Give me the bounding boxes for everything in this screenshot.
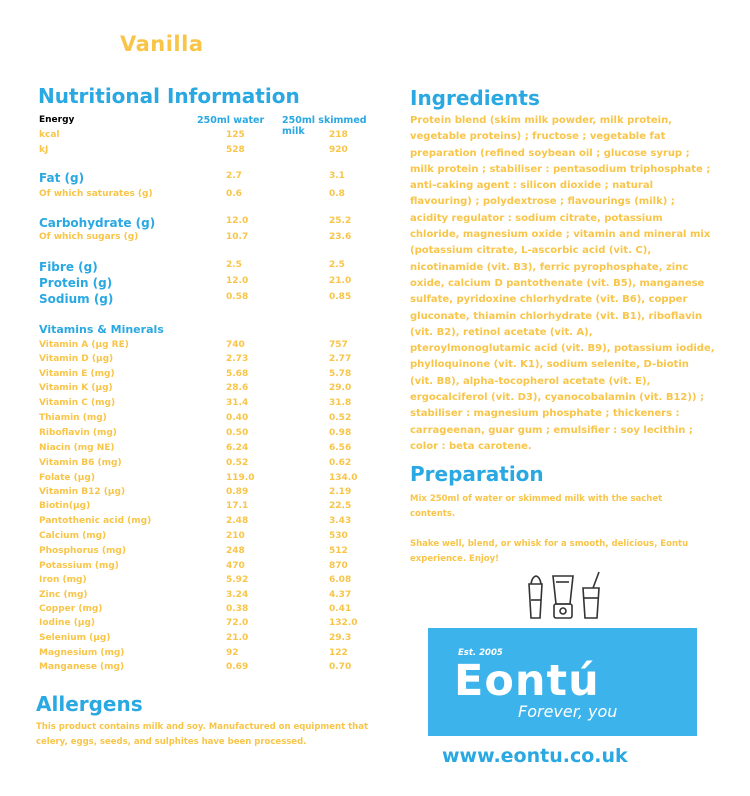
value-water: 72.0 [226,618,249,628]
nutrition-row [39,428,379,442]
value-milk: 920 [329,145,348,155]
value-water: 3.24 [226,590,249,600]
value-milk: 22.5 [329,501,352,511]
value-milk: 0.41 [329,604,352,614]
brand-tagline: Forever, you [518,702,618,721]
value-milk: 218 [329,130,348,140]
preparation-title: Preparation [410,462,544,486]
nutrient-label: Vitamin A (µg RE) [39,340,129,350]
nutrition-row [39,232,379,246]
nutrition-row [39,292,379,306]
value-water: 92 [226,648,239,658]
flavor-title: Vanilla [120,32,204,56]
value-milk: 530 [329,531,348,541]
nutrient-label: Vitamin B6 (mg) [39,458,122,468]
nutrient-label: Thiamin (mg) [39,413,107,423]
value-milk: 29.0 [329,383,352,393]
nutrient-label: Copper (mg) [39,604,103,614]
value-milk: 29.3 [329,633,352,643]
value-milk: 512 [329,546,348,556]
nutrient-label: Iron (mg) [39,575,87,585]
nutrient-label: Carbohydrate (g) [39,216,156,230]
value-milk: 25.2 [329,216,352,226]
value-water: 2.48 [226,516,249,526]
nutrient-label: Pantothenic acid (mg) [39,516,152,526]
value-water: 21.0 [226,633,249,643]
nutrient-label: Riboflavin (mg) [39,428,117,438]
brand-name: Eontú [454,656,600,706]
value-water: 2.73 [226,354,249,364]
nutrition-row [39,648,379,662]
nutrition-row [39,473,379,487]
value-milk: 122 [329,648,348,658]
nutrition-row [39,516,379,530]
nutrition-row [39,413,379,427]
value-milk: 23.6 [329,232,352,242]
value-milk: 0.70 [329,662,352,672]
nutrition-row [39,561,379,575]
value-milk: 0.98 [329,428,352,438]
value-milk: 2.5 [329,260,345,270]
nutrition-row [39,662,379,676]
value-milk: 0.52 [329,413,352,423]
nutrient-label: Selenium (µg) [39,633,111,643]
nutrient-label: Phosphorus (mg) [39,546,126,556]
nutrient-label: Manganese (mg) [39,662,125,672]
value-water: 12.0 [226,216,249,226]
nutrition-row [39,487,379,501]
website-link[interactable]: www.eontu.co.uk [442,745,628,767]
glass-with-straw-icon [583,572,599,618]
nutrient-label: Folate (µg) [39,473,95,483]
value-water: 28.6 [226,383,249,393]
nutrient-label: Calcium (mg) [39,531,107,541]
value-water: 0.89 [226,487,249,497]
est-label: Est. 2005 [458,648,503,658]
value-water: 119.0 [226,473,255,483]
ingredients-text: Protein blend (skim milk powder, milk protein, vegetable proteins) ; fructose ; vegetable fat preparation (refined soybean oil ; glucose syrup ; milk protein ; stabiliser : pentasodium triphosphate ; anti-caking agent : silicon dioxide ; natural flavouring) ; polydextrose ; flavourings (milk) ; acidity regulator : sodium citrate, potassium chloride, magnesium oxide ; vitamin and mineral mix (potassium citrate, L-ascorbic acid (vit. C), nicotinamide (vit. B3), ferric pyrophosphate, zinc oxide, calcium D pantothenate (vit. B5), manganese sulfate, pyridoxine chlorhydrate (vit. B6), copper gluconate, thiamin chlorhydrate (vit. B1), riboflavin (vit. B2), retinol acetate (vit. A), pteroylmonoglutamic acid (vit. B9), potassium iodide, phylloquinone (vit. K1), sodium selenite, D-biotin (vit. B8), alpha-tocopherol acetate (vit. E), ergocalciferol (vit. D3), cyanocobalamin (vit. B12)) ; stabiliser : magnesium phosphate ; thickeners : carrageenan, guar gum ; emulsifier : soy lecithin ; color : beta carotene. [410,115,715,452]
nutrition-row [39,145,379,159]
value-milk: 3.43 [329,516,352,526]
value-water: 0.50 [226,428,249,438]
value-milk: 5.78 [329,369,352,379]
value-water: 125 [226,130,245,140]
value-water: 5.92 [226,575,249,585]
nutrition-row [39,340,379,354]
blender-icon [553,576,573,618]
nutrition-row [39,171,379,185]
value-milk: 757 [329,340,348,350]
nutrition-row [39,458,379,472]
nutrition-row [39,501,379,515]
nutrition-row [39,189,379,203]
value-water: 248 [226,546,245,556]
value-water: 6.24 [226,443,249,453]
value-water: 5.68 [226,369,249,379]
nutrient-label: Potassium (mg) [39,561,119,571]
nutrition-row [39,575,379,589]
nutrition-row [39,590,379,604]
value-water: 210 [226,531,245,541]
value-water: 0.52 [226,458,249,468]
nutrition-row [39,546,379,560]
nutrition-row [39,531,379,545]
shaker-icon [529,576,542,618]
value-milk: 134.0 [329,473,358,483]
nutrient-label: Niacin (mg NE) [39,443,115,453]
nutrition-row [39,130,379,144]
nutrient-label: Biotin(µg) [39,501,91,511]
value-milk: 6.56 [329,443,352,453]
value-milk: 2.77 [329,354,352,364]
value-milk: 3.1 [329,171,345,181]
allergens-text: This product contains milk and soy. Manufactured on equipment that celery, eggs, seeds, and sulphites have been processed. [36,722,369,747]
nutrition-title: Nutritional Information [38,84,300,108]
column-header-water: 250ml water [197,115,265,126]
nutrition-row [39,443,379,457]
nutrient-label: Vitamin B12 (µg) [39,487,126,497]
preparation-line-1: Mix 250ml of water or skimmed milk with the sachet contents. [410,494,663,519]
nutrient-label: kJ [39,145,49,155]
ingredients-title: Ingredients [410,86,540,110]
value-water: 0.58 [226,292,249,302]
value-milk: 0.8 [329,189,345,199]
nutrient-label: Protein (g) [39,276,113,290]
nutrient-label: Iodine (µg) [39,618,95,628]
nutrient-label: Sodium (g) [39,292,114,306]
value-water: 470 [226,561,245,571]
nutrient-label: Zinc (mg) [39,590,88,600]
value-water: 10.7 [226,232,249,242]
column-header-milk: 250ml skimmed milk [282,115,367,137]
value-water: 2.7 [226,171,242,181]
nutrition-row [39,618,379,632]
nutrient-label: Vitamin C (mg) [39,398,116,408]
nutrition-row [39,354,379,368]
preparation-text [410,492,700,567]
value-milk: 0.62 [329,458,352,468]
nutrient-label: Fibre (g) [39,260,98,274]
value-milk: 870 [329,561,348,571]
value-water: 12.0 [226,276,249,286]
nutrient-label: Vitamin D (µg) [39,354,114,364]
nutrition-row [39,398,379,412]
value-milk: 2.19 [329,487,352,497]
value-milk: 132.0 [329,618,358,628]
nutrient-label: Energy [39,115,75,125]
nutrient-label: Of which saturates (g) [39,189,153,199]
value-milk: 6.08 [329,575,352,585]
nutrient-label: kcal [39,130,60,140]
nutrient-label: Vitamin K (µg) [39,383,113,393]
nutrition-row [39,323,379,337]
nutrient-label: Magnesium (mg) [39,648,125,658]
preparation-line-2: Shake well, blend, or whisk for a smooth, delicious, Eontu experience. Enjoy! [410,539,689,564]
value-milk: 4.37 [329,590,352,600]
nutrient-label: Fat (g) [39,171,85,185]
value-water: 0.40 [226,413,249,423]
allergens-title: Allergens [36,692,143,716]
nutrition-row [39,369,379,383]
nutrition-row [39,260,379,274]
value-water: 17.1 [226,501,249,511]
value-water: 0.6 [226,189,242,199]
nutrient-label: Of which sugars (g) [39,232,139,242]
nutrition-row [39,216,379,230]
value-milk: 21.0 [329,276,352,286]
nutrient-label: Vitamins & Minerals [39,323,164,336]
value-water: 740 [226,340,245,350]
value-water: 528 [226,145,245,155]
nutrition-row [39,604,379,618]
nutrition-row [39,276,379,290]
value-water: 0.69 [226,662,249,672]
preparation-icons [523,570,607,622]
value-water: 2.5 [226,260,242,270]
nutrient-label: Vitamin E (mg) [39,369,115,379]
nutrition-row [39,383,379,397]
nutrition-row [39,633,379,647]
value-water: 31.4 [226,398,249,408]
value-water: 0.38 [226,604,249,614]
value-milk: 31.8 [329,398,352,408]
value-milk: 0.85 [329,292,352,302]
